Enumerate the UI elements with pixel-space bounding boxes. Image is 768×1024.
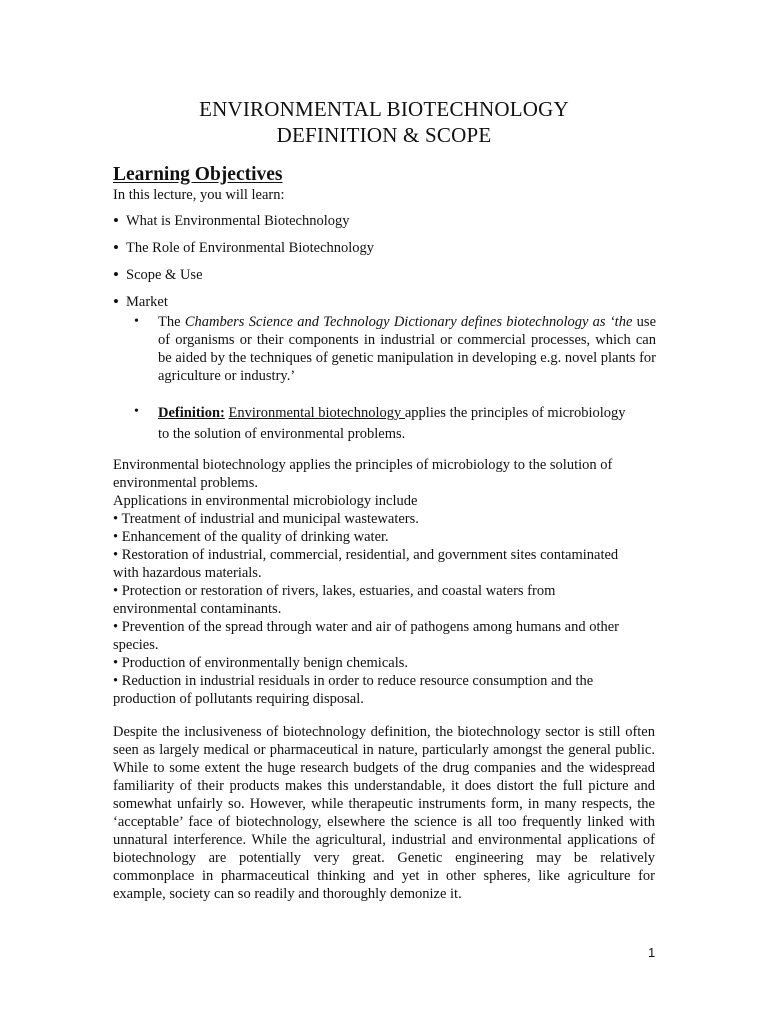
application-item: • Protection or restoration of rivers, lakes, estuaries, and coastal waters from bbox=[113, 583, 556, 599]
document-title-line-2: DEFINITION & SCOPE bbox=[276, 123, 492, 147]
objective-item: • The Role of Environmental Biotechnology bbox=[113, 238, 375, 257]
applications-section bbox=[113, 456, 640, 708]
bullet-icon: • bbox=[113, 265, 119, 284]
application-item: • Treatment of industrial and municipal wastewaters. bbox=[113, 511, 419, 527]
objective-item: • Scope & Use bbox=[113, 265, 203, 284]
bullet-icon: • bbox=[134, 314, 139, 329]
objective-item: • What is Environmental Biotechnology bbox=[113, 211, 350, 230]
application-item: production of pollutants requiring disposal. bbox=[113, 691, 364, 707]
applications-heading: Applications in environmental microbiology include bbox=[113, 493, 418, 509]
application-item: with hazardous materials. bbox=[113, 565, 262, 581]
learning-objectives-heading: Learning Objectives bbox=[113, 164, 283, 185]
application-item: species. bbox=[113, 637, 159, 653]
bullet-icon: • bbox=[113, 292, 119, 311]
definition-item bbox=[136, 403, 656, 445]
bullet-icon: • bbox=[113, 211, 119, 230]
definition-text-line-2: to the solution of environmental problems. bbox=[158, 426, 406, 442]
document-title-line-1: ENVIRONMENTAL BIOTECHNOLOGY bbox=[199, 97, 569, 121]
application-item: • Reduction in industrial residuals in order to reduce resource consumption and the bbox=[113, 673, 594, 689]
body-paragraph: Despite the inclusiveness of biotechnology definition, the biotechnology sector is still often seen as largely medical or pharmaceutical in nature, particularly amongst the general public. While to some extent the huge research budgets of the drug companies and the widespread familiarity of their products makes this understandable, it does distort the full picture and somewhat unfairly so. However, while therapeutic instruments form, in many respects, the ‘acceptable’ face of biotechnology, elsewhere the science is all too frequently linked with unnatural interference. While the agricultural, industrial and environmental applications of biotechnology are potentially very great. Genetic engineering may be relatively commonplace in pharmaceutical thinking and yet in other spheres, like agriculture for example, society can so readily and thoroughly demonize it. bbox=[113, 724, 655, 902]
application-item: • Prevention of the spread through water and air of pathogens among humans and other bbox=[113, 619, 619, 635]
definition-term: Environmental biotechnology bbox=[228, 405, 405, 421]
application-item: • Production of environmentally benign chemicals. bbox=[113, 655, 409, 671]
application-item: environmental contaminants. bbox=[113, 601, 282, 617]
applications-intro: environmental problems. bbox=[113, 475, 258, 491]
bullet-icon: • bbox=[134, 404, 139, 419]
definition-label: Definition: bbox=[158, 405, 225, 421]
objective-item: • Market bbox=[113, 292, 168, 311]
application-item: • Restoration of industrial, commercial, residential, and government sites contaminated bbox=[113, 547, 619, 563]
applications-intro: Environmental biotechnology applies the principles of microbiology to the solution of bbox=[113, 457, 613, 473]
definition-text: Definition: Environmental biotechnology applies the principles of microbiology bbox=[158, 405, 626, 421]
objectives-intro: In this lecture, you will learn: bbox=[113, 187, 285, 203]
bullet-icon: • bbox=[113, 238, 119, 257]
page-number: 1 bbox=[648, 945, 656, 960]
chambers-definition-item bbox=[136, 313, 656, 385]
chambers-definition-text: The Chambers Science and Technology Dictionary defines biotechnology as ‘the use of organisms or their components in industrial or commercial processes, which can be aided by the techniques of genetic manipulation in developing e.g. novel plants for agriculture or industry.’ bbox=[158, 314, 657, 384]
application-item: • Enhancement of the quality of drinking water. bbox=[113, 529, 389, 545]
